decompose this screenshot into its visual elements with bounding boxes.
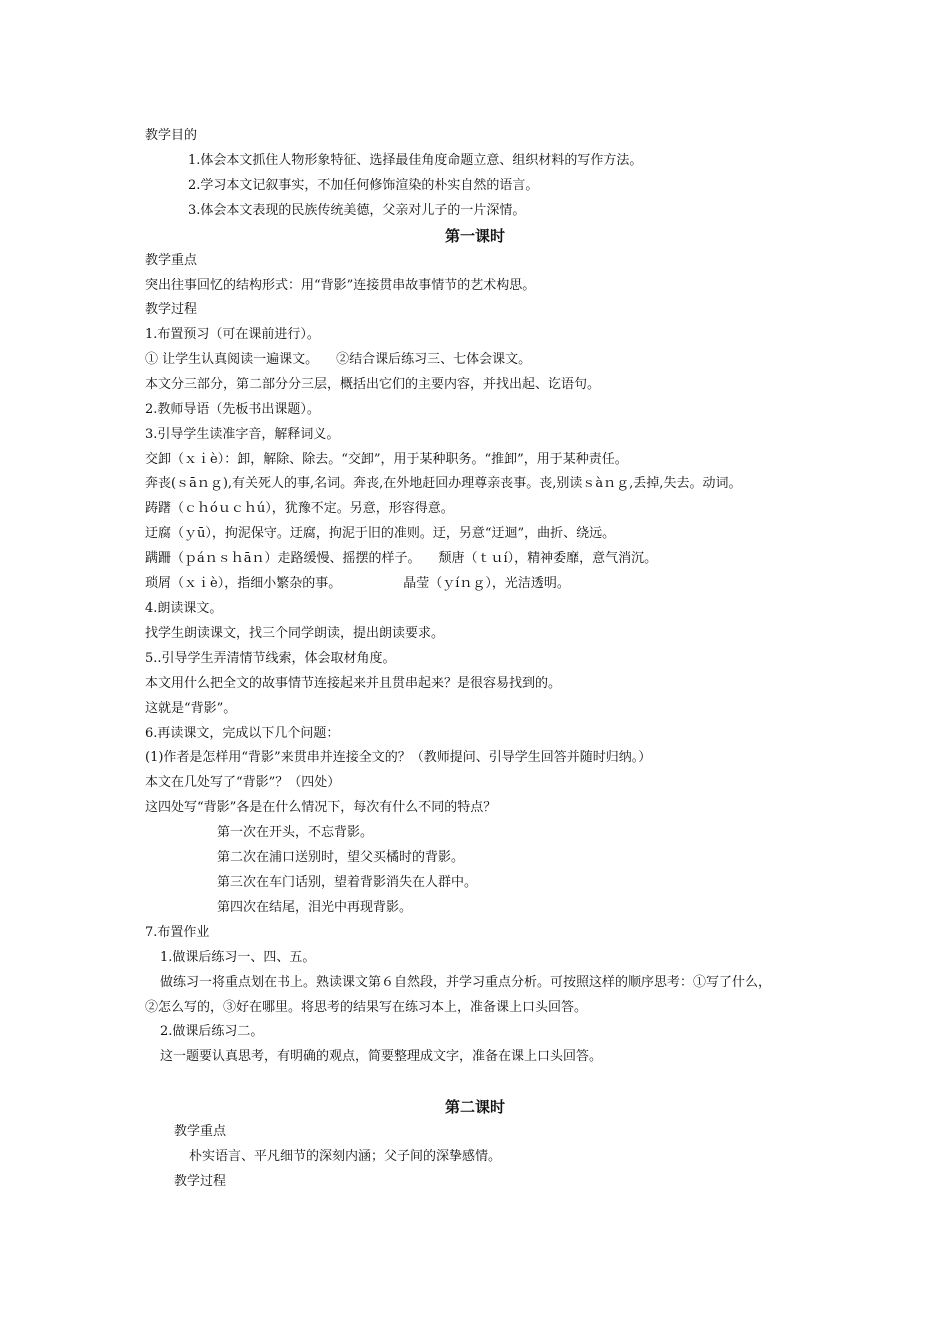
homework-1-text-b: ②怎么写的，③好在哪里。将思考的结果写在练习本上，准备课上口头回答。 (145, 1000, 588, 1015)
objectives-heading: 教学目的 (145, 128, 198, 143)
step-3: 3.引导学生读准字音，解释词义。 (145, 427, 340, 442)
step-5-question: 本文用什么把全文的故事情节连接起来并且贯串起来？是很容易找到的。 (145, 676, 562, 691)
lesson2-process-heading: 教学过程 (174, 1174, 227, 1189)
objective-item-2: 2.学习本文记叙事实，不加任何修饰渲染的朴实自然的语言。 (188, 178, 539, 193)
vocab-jingying: 晶莹（ｙíｎｇ），光洁透明。 (403, 576, 570, 591)
objective-item-3: 3.体会本文表现的民族传统美德，父亲对儿子的一片深情。 (188, 203, 526, 218)
vocab-item-1: 交卸（ｘｉè）：卸，解除、除去。“交卸”，用于某种职务。“推卸”，用于某种责任。 (145, 452, 628, 467)
step-4-text: 找学生朗读课文，找三个同学朗读，提出朗读要求。 (145, 626, 445, 641)
homework-2-text: 这一题要认真思考，有明确的观点，简要整理成文字，准备在课上口头回答。 (160, 1049, 603, 1064)
step-6-question-3: 这四处写“背影”各是在什么情况下，每次有什么不同的特点？ (145, 800, 497, 815)
vocab-pair-1 (145, 549, 657, 569)
step-6-question-2: 本文在几处写了“背影”？（四处） (145, 775, 341, 790)
vocab-tuitang: 颓唐（ｔｕí），精神委靡，意气消沉。 (438, 551, 658, 566)
step-7: 7.布置作业 (145, 925, 210, 940)
back-view-3: 第三次在车门话别，望着背影消失在人群中。 (217, 875, 478, 890)
vocab-item-3: 踌躇（ｃｈóｕｃｈú），犹豫不定。另意，形容得意。 (145, 501, 454, 516)
back-view-2: 第二次在浦口送别时，望父买橘时的背影。 (217, 850, 465, 865)
lesson1-focus-heading: 教学重点 (145, 253, 198, 268)
back-view-4: 第四次在结尾，泪光中再现背影。 (217, 900, 413, 915)
lesson2-focus-text: 朴实语言、平凡细节的深刻内涵；父子间的深挚感情。 (189, 1149, 502, 1164)
objective-item-1: 1.体会本文抓住人物形象特征、选择最佳角度命题立意、组织材料的写作方法。 (188, 153, 643, 168)
homework-1-text-a: 做练习一将重点划在书上。熟读课文第６自然段，并学习重点分析。可按照这样的顺序思考：①写了什么， (160, 975, 772, 990)
vocab-pair-2 (145, 574, 570, 594)
step-5: 5..引导学生弄清情节线索，体会取材角度。 (145, 651, 396, 666)
step-6: 6.再读课文，完成以下几个问题： (145, 726, 340, 741)
step-1: 1.布置预习（可在课前进行）。 (145, 327, 320, 342)
lesson1-focus-text: 突出往事回忆的结构形式：用“背影”连接贯串故事情节的艺术构思。 (145, 278, 536, 293)
vocab-item-2: 奔丧(ｓāｎｇ),有关死人的事,名词。奔丧,在外地赶回办理尊亲丧事。丧,别读ｓàｎｇ,丢掉,失去。动词。 (145, 476, 742, 491)
lesson2-focus-heading: 教学重点 (174, 1124, 227, 1139)
step-1-tasks (145, 350, 531, 370)
homework-2: 2.做课后练习二。 (160, 1024, 264, 1039)
lesson2-title: 第二课时 (444, 1098, 505, 1116)
step-1-task-a: ① 让学生认真阅读一遍课文。 (145, 352, 319, 367)
homework-1: 1.做课后练习一、四、五。 (160, 950, 316, 965)
lesson1-process-heading: 教学过程 (145, 302, 198, 317)
step-1-task-b: ②结合课后练习三、七体会课文。 (336, 352, 532, 367)
vocab-pansan: 蹒跚（ｐáｎｓｈāｎ）走路缓慢、摇摆的样子。 (145, 551, 421, 566)
step-1-note: 本文分三部分，第二部分分三层，概括出它们的主要内容，并找出起、讫语句。 (145, 377, 601, 392)
step-4: 4.朗读课文。 (145, 601, 223, 616)
lesson1-title: 第一课时 (444, 227, 505, 245)
vocab-item-4: 迂腐（ｙū），拘泥保守。迂腐，拘泥于旧的准则。迂，另意“迂迴”，曲折、绕远。 (145, 526, 616, 541)
back-view-1: 第一次在开头，不忘背影。 (217, 825, 374, 840)
step-5-answer: 这就是“背影”。 (145, 701, 237, 716)
step-6-question-1: (1)作者是怎样用“背影”来贯串并连接全文的？（教师提问、引导学生回答并随时归纳。） (145, 750, 652, 765)
step-2: 2.教师导语（先板书出课题）。 (145, 402, 320, 417)
vocab-suoxie: 琐屑（ｘｉè），指细小繁杂的事。 (145, 576, 342, 591)
